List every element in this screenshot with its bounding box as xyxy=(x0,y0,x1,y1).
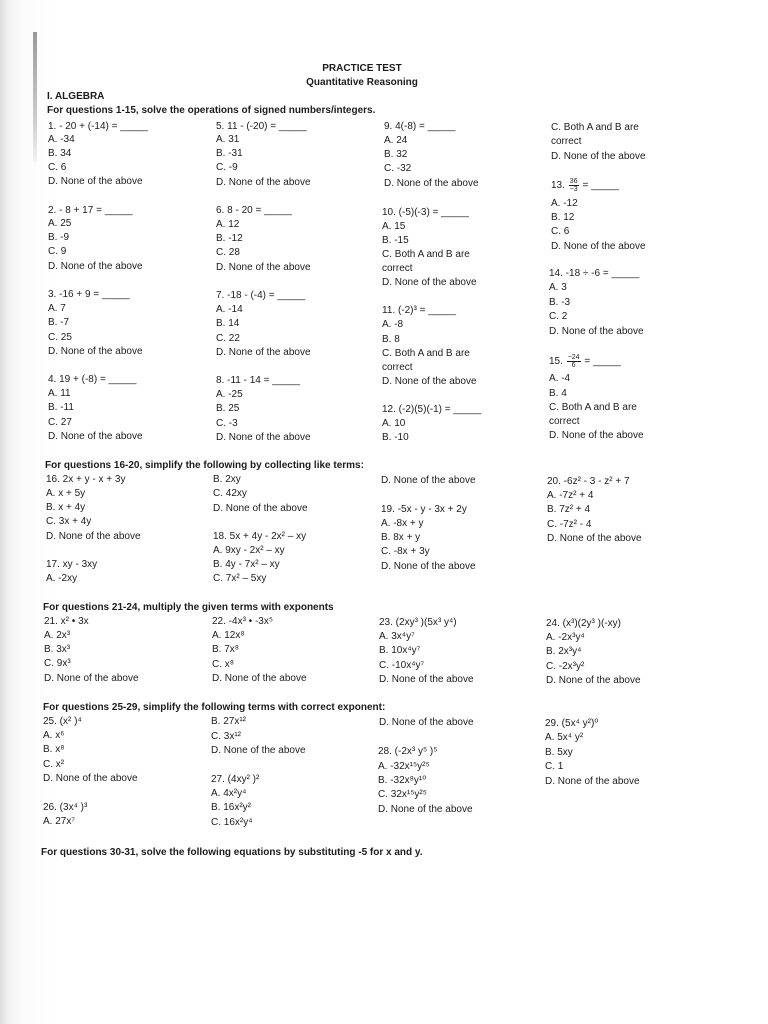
answer-choice: B. 10x⁴y⁷ xyxy=(379,645,421,656)
answer-choice: C. 3x + 4y xyxy=(46,516,92,527)
answer-choice: D. None of the above xyxy=(216,347,311,358)
answer-choice: B. -3 xyxy=(549,297,571,308)
answer-choice-continued: correct xyxy=(551,136,582,147)
instruction-q30-31: For questions 30-31, solve the following equations by substituting -5 for x and y. xyxy=(41,847,423,858)
answer-choice: C. -7z² - 4 xyxy=(547,519,592,530)
answer-choice: B. 4y - 7x² – xy xyxy=(213,559,280,570)
answer-choice: C. 7x² – 5xy xyxy=(213,573,267,584)
page-title: PRACTICE TEST xyxy=(322,63,402,74)
fraction-denominator: 6 xyxy=(571,362,576,369)
question-13 xyxy=(551,178,619,193)
answer-choice: A. -8 xyxy=(382,319,404,330)
question-text: 17. xy - 3xy xyxy=(46,559,98,570)
answer-choice: A. 5x⁴ y² xyxy=(545,732,584,743)
answer-choice-continued: correct xyxy=(382,362,413,373)
answer-choice: D. None of the above xyxy=(549,326,644,337)
answer-choice: C. 32x¹⁵y²⁵ xyxy=(378,789,427,800)
answer-choice: B. 25 xyxy=(216,403,240,414)
answer-choice: C. -32 xyxy=(384,163,412,174)
answer-choice: A. -25 xyxy=(216,389,243,400)
answer-choice: D. None of the above xyxy=(48,261,143,272)
answer-choice: C. 27 xyxy=(48,417,72,428)
answer-choice: A. x⁶ xyxy=(43,730,65,741)
answer-choice: B. -12 xyxy=(216,233,243,244)
answer-choice: D. None of the above xyxy=(46,531,141,542)
answer-choice: D. None of the above xyxy=(382,376,477,387)
answer-choice: B. 8x + y xyxy=(381,532,421,543)
question-15 xyxy=(549,354,621,369)
answer-choice: B. 16x²y² xyxy=(211,802,252,813)
answer-choice-continued: correct xyxy=(549,416,580,427)
answer-choice: B. -15 xyxy=(382,235,409,246)
fraction-denominator: −3 xyxy=(569,186,578,193)
answer-choice: C. -3 xyxy=(216,418,238,429)
answer-choice: D. None of the above xyxy=(48,431,143,442)
answer-choice: A. -2xy xyxy=(46,573,78,584)
answer-choice: D. None of the above xyxy=(382,277,477,288)
answer-choice: A. 12x⁸ xyxy=(212,630,245,641)
answer-choice: B. -31 xyxy=(216,148,243,159)
fraction xyxy=(569,178,579,193)
answer-blank: = _____ xyxy=(582,180,619,192)
answer-choice: D. None of the above xyxy=(547,533,642,544)
answer-blank: = _____ xyxy=(584,356,621,368)
answer-choice: C. Both A and B are xyxy=(551,122,639,133)
answer-choice: C. 1 xyxy=(545,761,564,772)
answer-choice: C. x² xyxy=(43,759,65,770)
answer-choice: A. -7z² + 4 xyxy=(547,490,594,501)
question-text: 12. (-2)(5)(-1) = _____ xyxy=(382,404,482,415)
answer-choice: D. None of the above xyxy=(545,776,640,787)
question-text: 28. (-2x³ y⁵ )⁵ xyxy=(378,746,438,757)
answer-choice: D. None of the above xyxy=(378,804,473,815)
answer-choice: B. -7 xyxy=(48,317,70,328)
question-text: 22. -4x³ • -3x⁵ xyxy=(212,616,273,627)
answer-choice: B. 3x³ xyxy=(44,644,71,655)
answer-choice: A. 27x⁷ xyxy=(43,816,75,827)
answer-choice: C. 9 xyxy=(48,246,67,257)
answer-choice: C. -10x⁴y⁷ xyxy=(379,660,425,671)
answer-choice: D. None of the above xyxy=(216,432,311,443)
question-text: 21. x² • 3x xyxy=(44,616,89,627)
answer-choice: D. None of the above xyxy=(551,241,646,252)
answer-choice: C. 22 xyxy=(216,333,240,344)
answer-choice: A. 9xy - 2x² – xy xyxy=(213,545,285,556)
answer-choice: C. x⁸ xyxy=(212,659,234,670)
answer-choice: B. 12 xyxy=(551,212,575,223)
answer-choice: D. None of the above xyxy=(381,475,476,486)
answer-choice: A. 15 xyxy=(382,221,406,232)
answer-choice: D. None of the above xyxy=(213,503,308,514)
scan-shadow-edge xyxy=(33,32,37,162)
answer-choice: A. -12 xyxy=(551,198,578,209)
answer-choice: B. 2xy xyxy=(213,474,241,485)
answer-choice: C. 25 xyxy=(48,332,72,343)
question-number: 13. xyxy=(551,180,565,192)
answer-choice: D. None of the above xyxy=(551,151,646,162)
answer-choice: A. -8x + y xyxy=(381,518,424,529)
answer-choice: C. 28 xyxy=(216,247,240,258)
answer-choice: D. None of the above xyxy=(211,745,306,756)
answer-choice: D. None of the above xyxy=(43,773,138,784)
answer-choice: A. 25 xyxy=(48,218,72,229)
answer-choice: A. 11 xyxy=(48,388,71,399)
question-text: 9. 4(-8) = _____ xyxy=(384,121,456,132)
answer-choice: B. x⁸ xyxy=(43,744,65,755)
answer-choice: B. 4 xyxy=(549,388,567,399)
answer-choice: A. 10 xyxy=(382,418,406,429)
instruction-q21-24: For questions 21-24, multiply the given terms with exponents xyxy=(43,602,334,613)
answer-choice: B. 2x³y⁴ xyxy=(546,646,582,657)
answer-choice: D. None of the above xyxy=(546,675,641,686)
fraction-numerator: 36 xyxy=(569,178,578,185)
question-text: 18. 5x + 4y - 2x² – xy xyxy=(213,531,307,542)
answer-choice: D. None of the above xyxy=(48,346,143,357)
answer-choice: B. x + 4y xyxy=(46,502,86,513)
question-text: 5. 11 - (-20) = _____ xyxy=(216,121,307,132)
question-text: 6. 8 - 20 = _____ xyxy=(216,205,292,216)
answer-choice: D. None of the above xyxy=(44,673,139,684)
answer-choice: A. 2x³ xyxy=(44,630,71,641)
answer-choice: C. -9 xyxy=(216,162,238,173)
question-number: 15. xyxy=(549,356,563,368)
question-text: 20. -6z² - 3 - z² + 7 xyxy=(547,476,630,487)
answer-choice: A. 4x²y⁴ xyxy=(211,788,247,799)
answer-choice: C. -2x³y² xyxy=(546,661,585,672)
answer-choice: B. 27x¹² xyxy=(211,716,247,727)
question-text: 7. -18 - (-4) = _____ xyxy=(216,290,306,301)
answer-choice: C. Both A and B are xyxy=(382,249,470,260)
question-text: 4. 19 + (-8) = _____ xyxy=(48,374,137,385)
question-text: 2. - 8 + 17 = _____ xyxy=(48,205,133,216)
answer-choice: C. 42xy xyxy=(213,488,247,499)
answer-choice: D. None of the above xyxy=(216,177,311,188)
answer-choice: C. 3x¹² xyxy=(211,731,241,742)
question-text: 3. -16 + 9 = _____ xyxy=(48,289,130,300)
answer-choice: B. 32 xyxy=(384,149,408,160)
answer-choice: B. 14 xyxy=(216,318,240,329)
answer-choice: A. -2x³y⁴ xyxy=(546,632,585,643)
question-text: 8. -11 - 14 = _____ xyxy=(216,375,301,386)
answer-choice: B. -10 xyxy=(382,432,409,443)
answer-choice: A. -14 xyxy=(216,304,243,315)
answer-choice: D. None of the above xyxy=(379,674,474,685)
answer-choice: A. -34 xyxy=(48,134,75,145)
fraction-numerator: −24 xyxy=(567,354,580,361)
answer-choice: C. 16x²y⁴ xyxy=(211,817,253,828)
question-text: 25. (x² )⁴ xyxy=(43,716,82,727)
answer-choice: B. 34 xyxy=(48,148,72,159)
answer-choice: B. -11 xyxy=(48,402,74,413)
answer-choice: A. x + 5y xyxy=(46,488,86,499)
answer-choice: C. 9x³ xyxy=(44,658,71,669)
answer-choice: A. 3x⁴y⁷ xyxy=(379,631,415,642)
answer-choice: C. 6 xyxy=(551,226,570,237)
answer-choice: B. -9 xyxy=(48,232,70,243)
page-subtitle: Quantitative Reasoning xyxy=(306,77,418,88)
answer-choice: D. None of the above xyxy=(48,176,143,187)
question-text: 10. (-5)(-3) = _____ xyxy=(382,207,469,218)
question-text: 11. (-2)³ = _____ xyxy=(382,305,457,316)
answer-choice: A. 31 xyxy=(216,134,240,145)
instruction-q16-20: For questions 16-20, simplify the following by collecting like terms: xyxy=(45,460,364,471)
question-text: 26. (3x⁴ )³ xyxy=(43,802,88,813)
instruction-q1-15: For questions 1-15, solve the operations of signed numbers/integers. xyxy=(47,105,376,116)
answer-choice: B. 8 xyxy=(382,334,400,345)
answer-choice: C. Both A and B are xyxy=(382,348,470,359)
answer-choice: A. 3 xyxy=(549,282,567,293)
answer-choice: C. 2 xyxy=(549,311,568,322)
question-text: 14. -18 ÷ -6 = _____ xyxy=(549,268,640,279)
answer-choice: B. 5xy xyxy=(545,747,573,758)
question-text: 16. 2x + y - x + 3y xyxy=(46,474,126,485)
answer-choice: B. -32x⁸y¹⁰ xyxy=(378,775,427,786)
answer-choice: D. None of the above xyxy=(381,561,476,572)
answer-choice: C. Both A and B are xyxy=(549,402,637,413)
answer-choice: D. None of the above xyxy=(549,430,644,441)
answer-choice: A. 7 xyxy=(48,303,66,314)
answer-choice: A. -32x¹⁵y²⁵ xyxy=(378,761,430,772)
answer-choice: D. None of the above xyxy=(212,673,307,684)
answer-choice: A. 24 xyxy=(384,135,408,146)
question-text: 24. (x³)(2y³ )(-xy) xyxy=(546,618,621,629)
answer-choice: D. None of the above xyxy=(216,262,311,273)
answer-choice: A. -4 xyxy=(549,373,571,384)
question-text: 19. -5x - y - 3x + 2y xyxy=(381,504,467,515)
fraction xyxy=(567,354,581,369)
answer-choice: C. 6 xyxy=(48,162,67,173)
question-text: 27. (4xy² )² xyxy=(211,774,260,785)
answer-choice: D. None of the above xyxy=(384,178,479,189)
answer-choice: D. None of the above xyxy=(379,717,474,728)
answer-choice: B. 7z² + 4 xyxy=(547,504,591,515)
section-heading: I. ALGEBRA xyxy=(47,91,105,102)
answer-choice: B. 7x⁸ xyxy=(212,644,240,655)
answer-choice: C. -8x + 3y xyxy=(381,546,430,557)
answer-choice: A. 12 xyxy=(216,219,240,230)
question-text: 29. (5x⁴ y²)⁰ xyxy=(545,718,599,729)
question-text: 23. (2xy³ )(5x³ y⁴) xyxy=(379,617,457,628)
answer-choice-continued: correct xyxy=(382,263,413,274)
question-text: 1. - 20 + (-14) = _____ xyxy=(48,121,149,132)
instruction-q25-29: For questions 25-29, simplify the following terms with correct exponent: xyxy=(43,702,386,713)
